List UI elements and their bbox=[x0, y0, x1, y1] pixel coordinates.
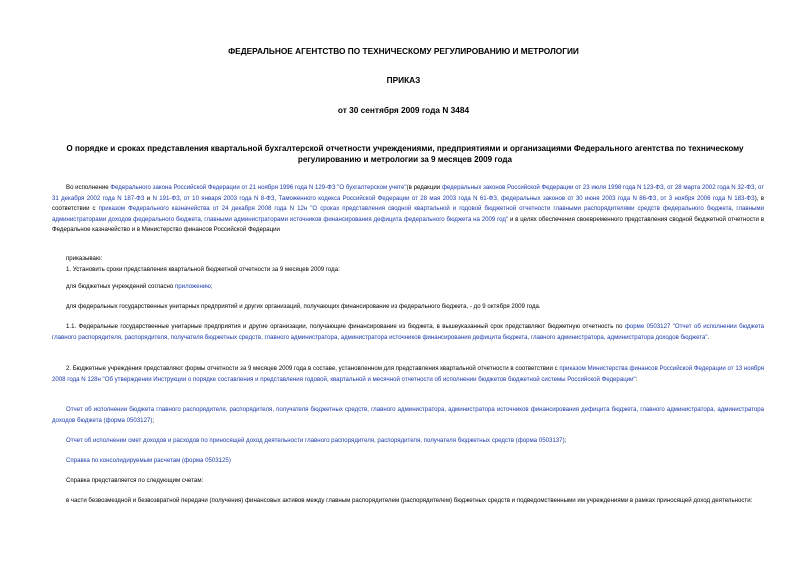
minfin-order-link[interactable]: приказом Министерства финансов Российской Федерации от 13 ноября 2008 года N 128н "Об утверждении Инструкции о порядке составления и представления годовой, квартальной и месячной отчетности об исполнении бюджетов бюджетной системы Российской Федерации" bbox=[52, 365, 764, 383]
document-title: О порядке и сроках представления квартальной бухгалтерской отчетности учреждениями, предприятиями и организациями Федерального агентства по техническому регулированию и метрологии за 9 месяцев 2009 года bbox=[66, 144, 744, 164]
appendix-link[interactable]: приложению bbox=[174, 283, 211, 290]
amending-laws-link-2[interactable]: N 191-ФЗ, от 10 января 2003 года N 8-ФЗ, Таможенного кодекса Российской Федерации от 28 мая 2003 года N 61-ФЗ, федеральных законов от 30 июня 2003 года N 86-ФЗ, от 3 ноября 2006 года N 183-ФЗ bbox=[152, 194, 755, 202]
agency-heading: ФЕДЕРАЛЬНОЕ АГЕНТСТВО ПО ТЕХНИЧЕСКОМУ РЕГУЛИРОВАНИЮ И МЕТРОЛОГИИ bbox=[228, 46, 579, 56]
intro-text: ), в соответствии с bbox=[52, 194, 764, 212]
amending-laws-link[interactable]: федеральных законов Российской Федерации от 23 июля 1998 года N 123-ФЗ, от 28 марта 2002 года N 32-ФЗ, от 31 декабря 2002 года N 187-ФЗ bbox=[52, 184, 765, 202]
federal-law-link[interactable]: Федерального закона Российской Федерации от 21 ноября 1996 года N 129-ФЗ "О бухгалтерском учете" bbox=[110, 184, 407, 191]
doc-type-heading: ПРИКАЗ bbox=[386, 75, 421, 85]
intro-text: и в целях обеспечения своевременного представления сводной бюджетной отчетности в Федеральное казначейство и в Министерство финансов Российской Федерации bbox=[52, 215, 765, 233]
budget-institutions-line: для бюджетных учреждений согласно приложению; bbox=[66, 283, 213, 290]
treasury-order-link[interactable]: приказом Федерального казначейства от 24 декабря 2008 года N 12н "О сроках представления сводной квартальной и годовой бюджетной отчетности главными распорядителями средств федерального бюджета, главными администраторами доходов федерального бюджета, главными администраторами источников финансирования дефицита федерального бюджета на 2009 год" bbox=[52, 205, 764, 223]
item-2: 2. Бюджетные учреждения представляют формы отчетности за 9 месяцев 2009 года в составе, установленном для представления квартальной отчетности в соответствии с приказом Министерства финансов Российской Федерации от 13 ноября 2008 года N 128н "Об утверждении Инструкции о порядке составления и представления годовой, квартальной и месячной отчетности об исполнении бюджетов бюджетной системы Российской Федерации": bbox=[52, 365, 764, 383]
order-word: приказываю: bbox=[66, 255, 103, 262]
item-1: 1. Установить сроки представления квартальной бюджетной отчетности за 9 месяцев 2009 года: bbox=[66, 266, 340, 273]
report-0503125-link[interactable]: Справка по консолидируемым расчетам (форма 0503125) bbox=[66, 457, 231, 464]
intro-text: и bbox=[144, 194, 153, 202]
report-form-0503137: Отчет об исполнении смет доходов и расходов по приносящей доход деятельности главного распорядителя, распорядителя, получателя бюджетных средств (форма 0503137); bbox=[66, 437, 567, 444]
date-line: от 30 сентября 2009 года N 3484 bbox=[337, 105, 470, 115]
federal-enterprises-line: для федеральных государственных унитарных предприятий и других организаций, получающих финансирование из федерального бюджета, - до 9 октября 2009 года. bbox=[66, 303, 541, 310]
item-1-1: 1.1. Федеральные государственные унитарные предприятия и другие организации, получающие финансирование из бюджета, в вышеуказанный срок представляют бюджетную отчетность по форме 0503127 "Отчет об исполнении бюджета главного распорядителя, распорядителя, получателя бюджетных средств, главного администратора, администратора источников финансирования дефицита бюджета, главного администратора, администратора доходов бюджета". bbox=[52, 323, 764, 341]
report-form-0503127: Отчет об исполнении бюджета главного распорядителя, распорядителя, получателя бюджетных средств, главного администратора, администратора источников финансирования дефицита бюджета, главного администратора, администратора доходов бюджета (форма 0503127); bbox=[52, 406, 764, 424]
free-transfer-paragraph: в части безвозмездной и безвозвратной передачи (получения) финансовых активов между главным распорядителем (распорядителем) бюджетных средств и подведомственными им учреждениями в рамках приносящей доход деятельности: bbox=[66, 497, 753, 504]
intro-paragraph bbox=[52, 183, 764, 236]
report-form-0503125 bbox=[52, 456, 764, 467]
accounts-line: Справка представляется по следующим счетам: bbox=[66, 477, 204, 484]
report-0503127-link[interactable]: Отчет об исполнении бюджета главного распорядителя, распорядителя, получателя бюджетных средств, главного администратора, администратора источников финансирования дефицита бюджета, главного администратора, администратора доходов бюджета (форма 0503127) bbox=[52, 406, 764, 424]
report-0503137-link[interactable]: Отчет об исполнении смет доходов и расходов по приносящей доход деятельности главного распорядителя, распорядителя, получателя бюджетных средств (форма 0503137) bbox=[66, 437, 565, 444]
intro-text: Во исполнение bbox=[66, 184, 111, 191]
intro-text: (в редакции bbox=[406, 184, 442, 191]
form-0503127-link[interactable]: форме 0503127 "Отчет об исполнении бюджета главного распорядителя, распорядителя, получателя бюджетных средств, главного администратора, администратора источников финансирования дефицита бюджета, главного администратора, администратора доходов бюджета" bbox=[52, 323, 764, 341]
